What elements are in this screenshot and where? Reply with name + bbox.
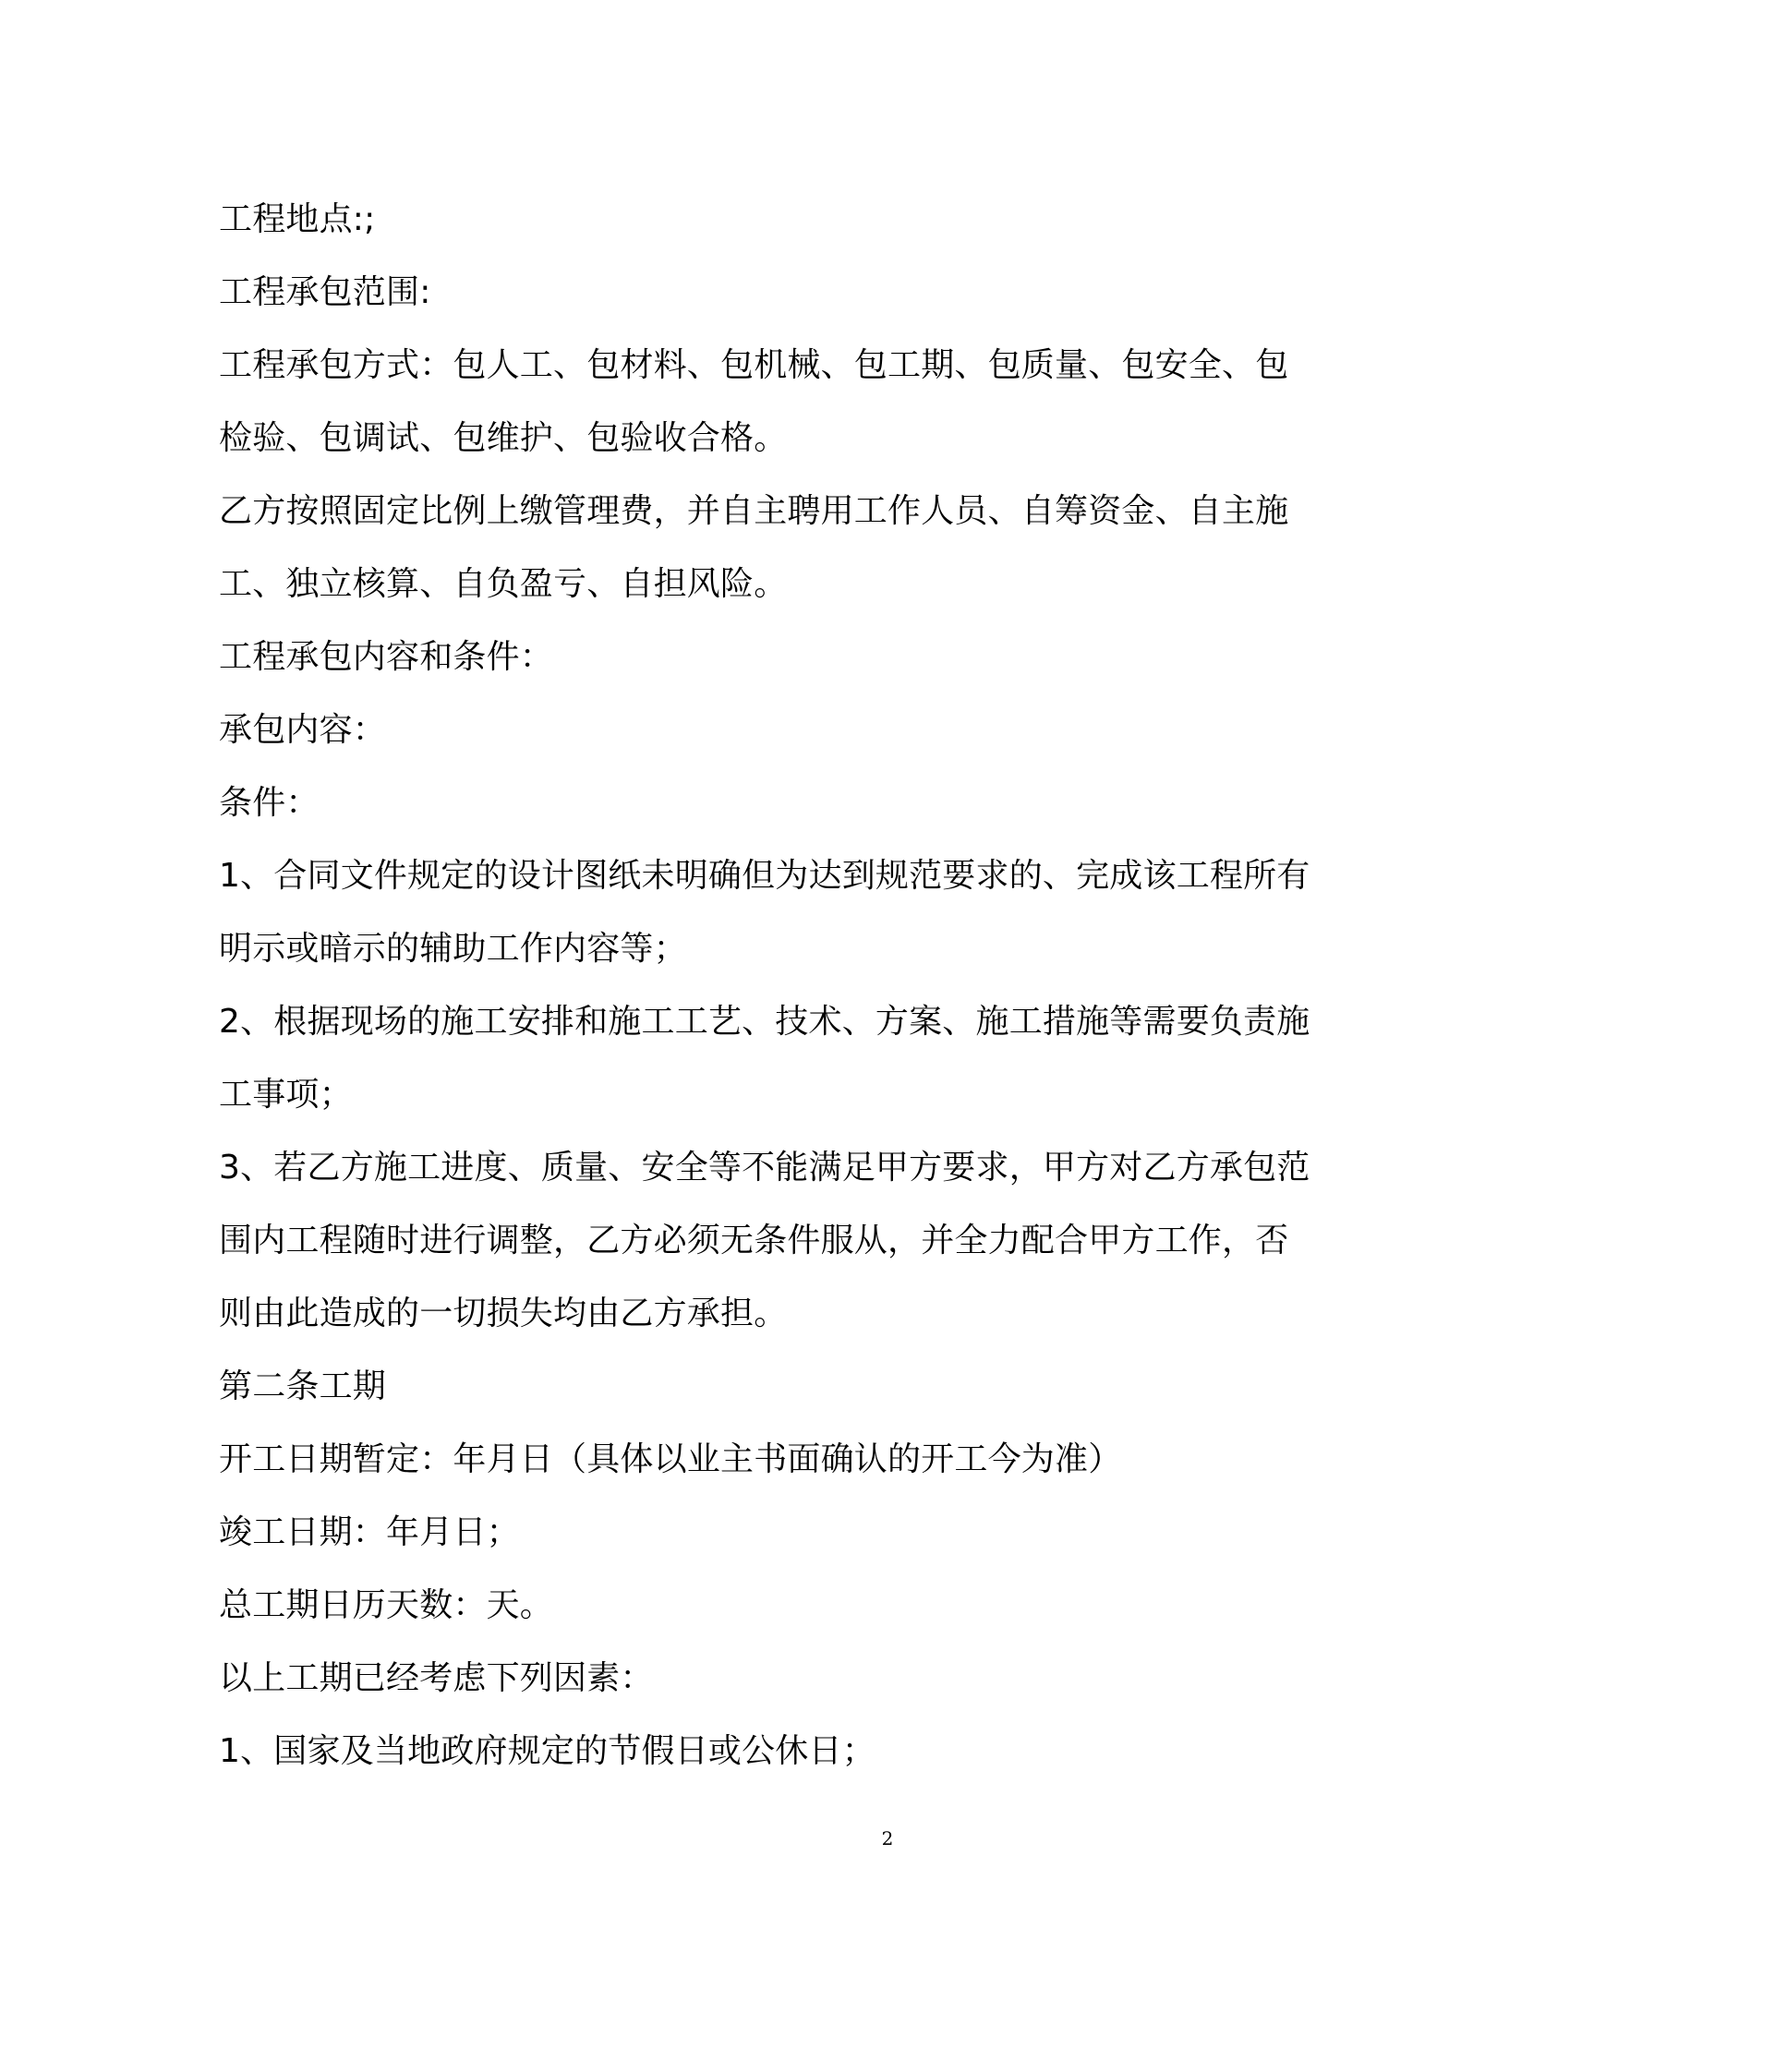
- text-line: 以上工期已经考虑下列因素：: [219, 1659, 654, 1697]
- text-line: 条件：: [219, 784, 320, 822]
- text-line: 工程承包内容和条件：: [219, 638, 554, 676]
- text-line: 1、合同文件规定的设计图纸未明确但为达到规范要求的、完成该工程所有: [219, 857, 1310, 895]
- text-line: 2、根据现场的施工安排和施工工艺、技术、方案、施工措施等需要负责施: [219, 1003, 1310, 1041]
- text-line: 工事项；: [219, 1076, 353, 1114]
- page-number: 2: [881, 1827, 894, 1849]
- text-line: 乙方按照固定比例上缴管理费，并自主聘用工作人员、自筹资金、自主施: [219, 492, 1289, 530]
- text-line: 围内工程随时进行调整，乙方必须无条件服从，并全力配合甲方工作，否: [219, 1222, 1289, 1259]
- text-line: 开工日期暂定：年月日（具体以业主书面确认的开工今为准）: [219, 1440, 1122, 1478]
- text-line: 竣工日期：年月日；: [219, 1513, 520, 1551]
- text-line: 工程地点:;: [219, 200, 376, 238]
- text-line: 工程承包范围:: [219, 273, 431, 311]
- document-body: [219, 194, 1310, 1799]
- text-line: 工、独立核算、自负盈亏、自担风险。: [219, 565, 788, 603]
- text-line: 工程承包方式：包人工、包材料、包机械、包工期、包质量、包安全、包: [219, 346, 1289, 384]
- text-line: 1、国家及当地政府规定的节假日或公休日；: [219, 1732, 875, 1770]
- text-line: 明示或暗示的辅助工作内容等；: [219, 930, 687, 968]
- text-line: 则由此造成的一切损失均由乙方承担。: [219, 1295, 788, 1332]
- text-line: 承包内容：: [219, 711, 387, 749]
- section-heading: 第二条工期: [219, 1367, 387, 1405]
- text-line: 检验、包调试、包维护、包验收合格。: [219, 419, 788, 457]
- text-line: 3、若乙方施工进度、质量、安全等不能满足甲方要求，甲方对乙方承包范: [219, 1149, 1310, 1187]
- text-line: 总工期日历天数：天。: [219, 1586, 554, 1624]
